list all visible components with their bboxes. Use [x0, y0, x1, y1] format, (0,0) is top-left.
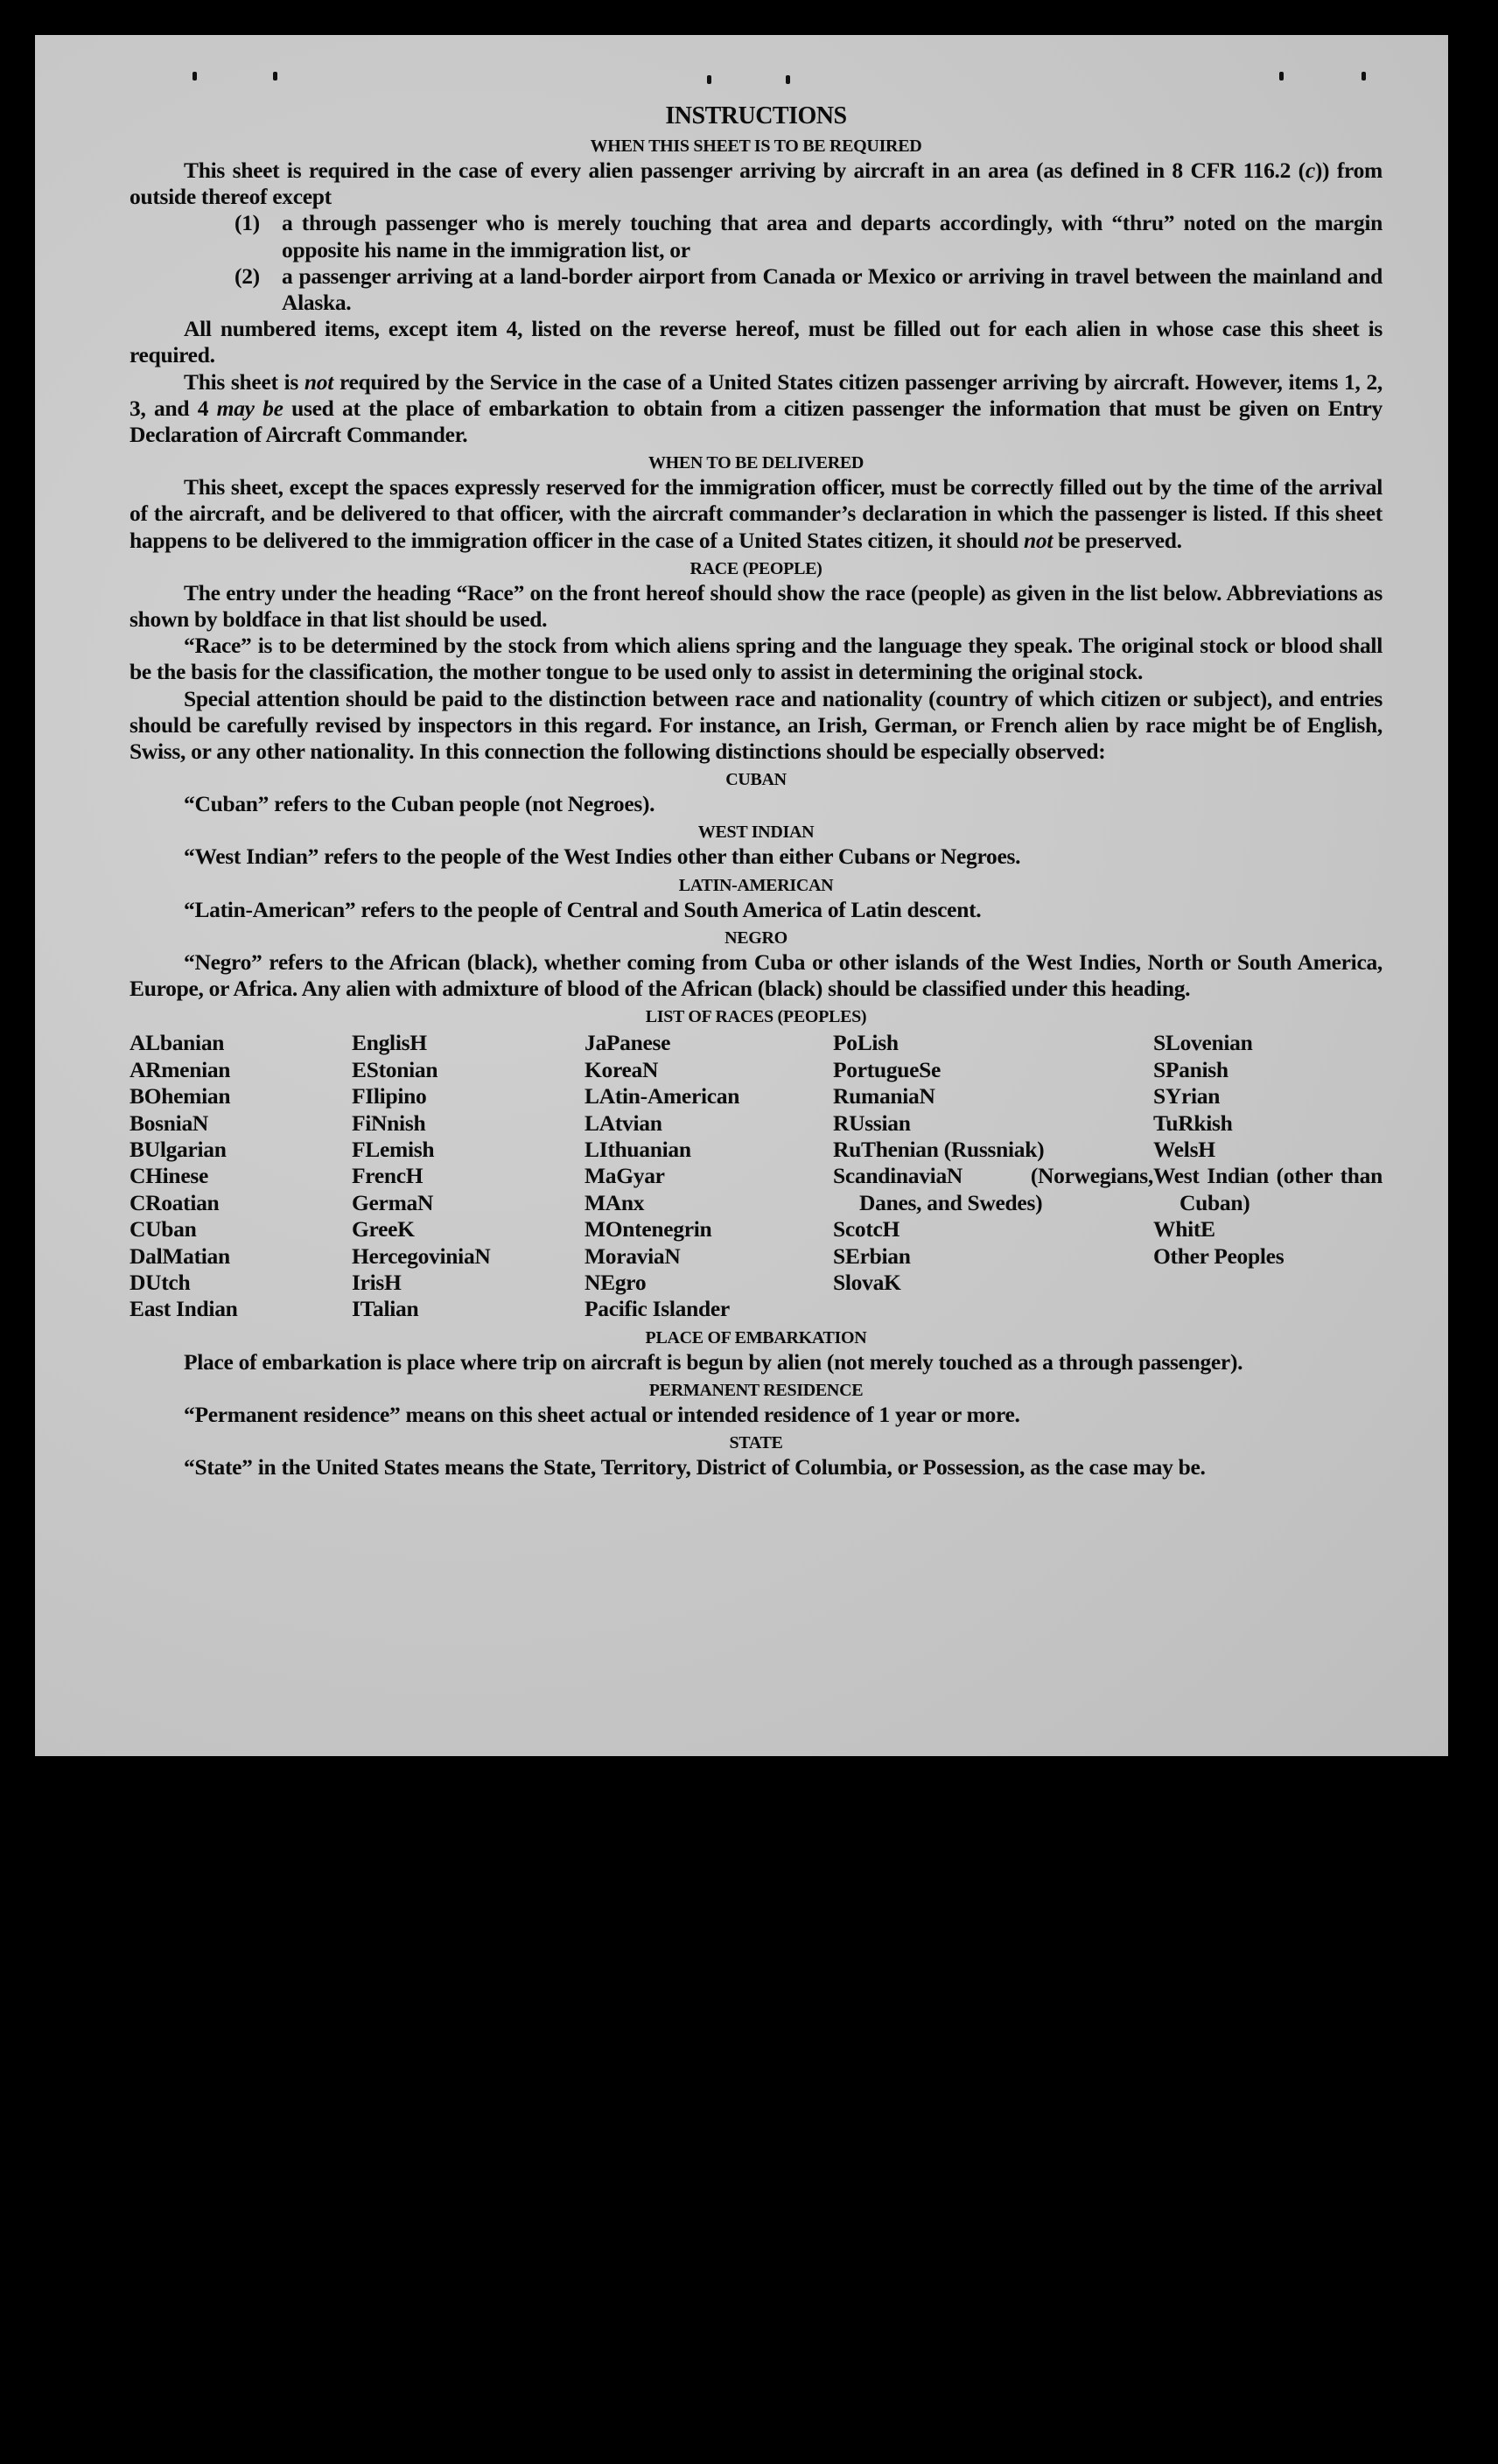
race-entry: RumaniaN	[833, 1083, 935, 1110]
text-run: “Permanent residence” means on this sheet actual or intended residence of 1 year or more.	[184, 1401, 1020, 1427]
punch-hole-mark	[192, 72, 197, 80]
race-entry: SErbian	[833, 1242, 911, 1269]
race-entry: LAtvian	[584, 1110, 662, 1136]
punch-hole-mark	[273, 72, 277, 80]
race-column	[130, 1030, 352, 1322]
race-entry: Pacific Islander	[584, 1296, 730, 1322]
italic-text: not	[304, 368, 334, 395]
text-run: This sheet is	[184, 368, 304, 395]
text-run: used at the place of embarkation to obtain from a citizen passenger the information that must be given on Entry Declaration of Aircraft Commander.	[130, 395, 1382, 448]
race-entry: ScotcH	[833, 1216, 900, 1242]
race-entry: DalMatian	[130, 1242, 230, 1269]
paragraph	[130, 897, 1382, 923]
paragraph	[130, 791, 1382, 817]
punch-hole-mark	[707, 75, 711, 84]
text-run: “Race” is to be determined by the stock from which aliens spring and the language they speak. The original stock or blood shall be the basis for the classification, the mother tongue to be used only to assist in determining the original stock.	[130, 633, 1382, 685]
race-column	[352, 1030, 584, 1322]
race-entry: BosniaN	[130, 1110, 209, 1136]
race-column	[584, 1030, 833, 1322]
punch-hole-mark	[1362, 72, 1366, 80]
paragraph	[130, 580, 1382, 633]
race-entry: JaPanese	[584, 1030, 671, 1056]
sections-after-list	[130, 1326, 1382, 1481]
race-entry: LIthuanian	[584, 1136, 691, 1162]
italic-text: not	[1023, 527, 1054, 553]
race-entry: SYrian	[1153, 1083, 1221, 1110]
document-page	[35, 35, 1448, 1756]
race-entry: NEgro	[584, 1269, 647, 1295]
section-heading: PERMANENT RESIDENCE	[648, 1380, 864, 1400]
race-entry: ARmenian	[130, 1056, 231, 1082]
paragraph	[130, 474, 1382, 554]
race-entry: EnglisH	[352, 1030, 427, 1056]
text-run: “West Indian” refers to the people of the West Indies other than either Cubans or Negroes.	[184, 844, 1021, 870]
race-entry: BUlgarian	[130, 1136, 227, 1162]
text-run: a passenger arriving at a land-border airport from Canada or Mexico or arriving in travel between the mainland and Alaska.	[282, 262, 1382, 316]
race-entry: FrencH	[352, 1163, 424, 1189]
race-entry: CUban	[130, 1216, 197, 1242]
text-run: be preserved.	[1053, 527, 1182, 553]
section-heading: PLACE OF EMBARKATION	[645, 1327, 867, 1348]
paragraph	[130, 844, 1382, 870]
italic-text: may be	[216, 395, 284, 421]
page-title: INSTRUCTIONS	[665, 102, 847, 130]
race-entry: MaGyar	[584, 1163, 665, 1189]
text-run: “Cuban” refers to the Cuban people (not Negroes).	[184, 791, 655, 817]
text-run: )) from outside thereof except	[130, 158, 1382, 210]
section-heading: CUBAN	[725, 770, 787, 790]
paragraph	[130, 686, 1382, 766]
race-entry: IrisH	[352, 1269, 402, 1295]
text-run: Place of embarkation is place where trip on aircraft is begun by alien (not merely touched as a through passenger).	[184, 1348, 1243, 1375]
text-run: “Latin-American” refers to the people of Central and South America of Latin descent.	[184, 896, 982, 922]
section-heading: NEGRO	[724, 928, 788, 948]
numbered-item	[234, 263, 1382, 316]
text-run: “State” in the United States means the State, Territory, District of Columbia, or Possession, as the case may be.	[184, 1454, 1206, 1480]
race-entry: ITalian	[352, 1296, 419, 1322]
race-entry: MoraviaN	[584, 1242, 681, 1269]
paragraph	[130, 1349, 1382, 1376]
race-entry: LAtin-American	[584, 1083, 740, 1110]
race-entry: FiNnish	[352, 1110, 426, 1136]
race-entry: RUssian	[833, 1110, 911, 1136]
race-entry: MAnx	[584, 1189, 645, 1215]
race-entry: PortugueSe	[833, 1056, 942, 1082]
paragraph	[130, 369, 1382, 449]
instructions-content	[130, 102, 1382, 1480]
paragraph	[130, 633, 1382, 685]
paragraph	[130, 158, 1382, 210]
race-entry: Other Peoples	[1153, 1242, 1284, 1269]
section-heading: STATE	[729, 1433, 783, 1453]
text-run: required by the Service in the case of a United States citizen passenger arriving by aircraft. However, items 1, 2, 3, and 4	[130, 368, 1382, 421]
race-entry: TuRkish	[1153, 1110, 1233, 1136]
race-entry: East Indian	[130, 1296, 238, 1322]
punch-hole-mark	[1279, 72, 1284, 80]
paragraph	[130, 316, 1382, 368]
race-entry: HercegoviniaN	[352, 1242, 491, 1269]
race-entry: FIlipino	[352, 1083, 427, 1110]
text-run: a through passenger who is merely touching that area and departs accordingly, with “thru” noted on the margin opposite his name in the immigration list, or	[282, 210, 1382, 262]
race-entry: KoreaN	[584, 1056, 659, 1082]
race-entry: BOhemian	[130, 1083, 231, 1110]
race-entry: SLovenian	[1153, 1030, 1253, 1056]
item-text	[282, 210, 1382, 262]
race-entry: DUtch	[130, 1269, 191, 1295]
race-entry: MOntenegrin	[584, 1216, 712, 1242]
section-heading: WHEN THIS SHEET IS TO BE REQUIRED	[590, 136, 922, 156]
text-run: This sheet is required in the case of every alien passenger arriving by aircraft in an area (as defined in 8 CFR 116.2 (	[184, 158, 1306, 183]
paragraph	[130, 949, 1382, 1002]
race-entry: WhitE	[1153, 1216, 1215, 1242]
section-heading: LIST OF RACES (PEOPLES)	[645, 1007, 867, 1027]
race-entry: ALbanian	[130, 1030, 225, 1056]
section-heading: WHEN TO BE DELIVERED	[648, 453, 864, 473]
italic-text: c	[1305, 158, 1315, 183]
race-entry: SPanish	[1153, 1056, 1228, 1082]
paragraph	[130, 1402, 1382, 1428]
text-run: All numbered items, except item 4, listed on the reverse hereof, must be filled out for each alien in whose case this sheet is required.	[130, 316, 1382, 368]
race-entry: ScandinaviaN (Norwegians, Danes, and Swedes)	[833, 1163, 1153, 1215]
race-entry: CRoatian	[130, 1189, 220, 1215]
race-entry: GermaN	[352, 1189, 434, 1215]
section-heading: RACE (PEOPLE)	[690, 558, 822, 578]
race-entry: GreeK	[352, 1216, 415, 1242]
race-column	[1153, 1030, 1382, 1322]
race-entry: FLemish	[352, 1136, 435, 1162]
race-entry: West Indian (other than Cuban)	[1153, 1163, 1382, 1215]
race-entry: EStonian	[352, 1056, 438, 1082]
race-list	[130, 1030, 1382, 1322]
section-heading: LATIN-AMERICAN	[678, 875, 834, 895]
text-run: This sheet, except the spaces expressly reserved for the immigration officer, must be correctly filled out by the time of the arrival of the aircraft, and be delivered to that officer, with the aircraft commander’s declaration in which the passenger is listed. If this sheet happens to be delivered to the immigration officer in the case of a United States citizen, it should	[130, 474, 1382, 553]
section-heading: WEST INDIAN	[697, 822, 815, 843]
punch-hole-mark	[786, 75, 790, 84]
text-run: “Negro” refers to the African (black), whether coming from Cuba or other islands of the West Indies, North or South America, Europe, or Africa. Any alien with admixture of blood of the African (black) should be classified under this heading.	[130, 948, 1382, 1002]
race-entry: CHinese	[130, 1163, 208, 1189]
sections-before-list	[130, 135, 1382, 1002]
item-number: (1)	[234, 210, 260, 236]
race-entry: PoLish	[833, 1030, 899, 1056]
race-entry: RuThenian (Russniak)	[833, 1136, 1045, 1162]
paragraph	[130, 1454, 1382, 1480]
race-entry: WelsH	[1153, 1136, 1215, 1162]
race-entry: SlovaK	[833, 1269, 901, 1295]
item-number: (2)	[234, 262, 260, 289]
numbered-item	[234, 210, 1382, 262]
text-run: Special attention should be paid to the distinction between race and nationality (country of which citizen or subject), and entries should be carefully revised by inspectors in this regard. For instance, an Irish, German, or French alien by race might be of English, Swiss, or any other nationality. In this connection the following distinctions should be especially observed:	[130, 685, 1382, 765]
race-column	[833, 1030, 1153, 1322]
item-text	[282, 263, 1382, 316]
text-run: The entry under the heading “Race” on the front hereof should show the race (people) as given in the list below. Abbreviations as shown by boldface in that list should be used.	[130, 579, 1382, 633]
